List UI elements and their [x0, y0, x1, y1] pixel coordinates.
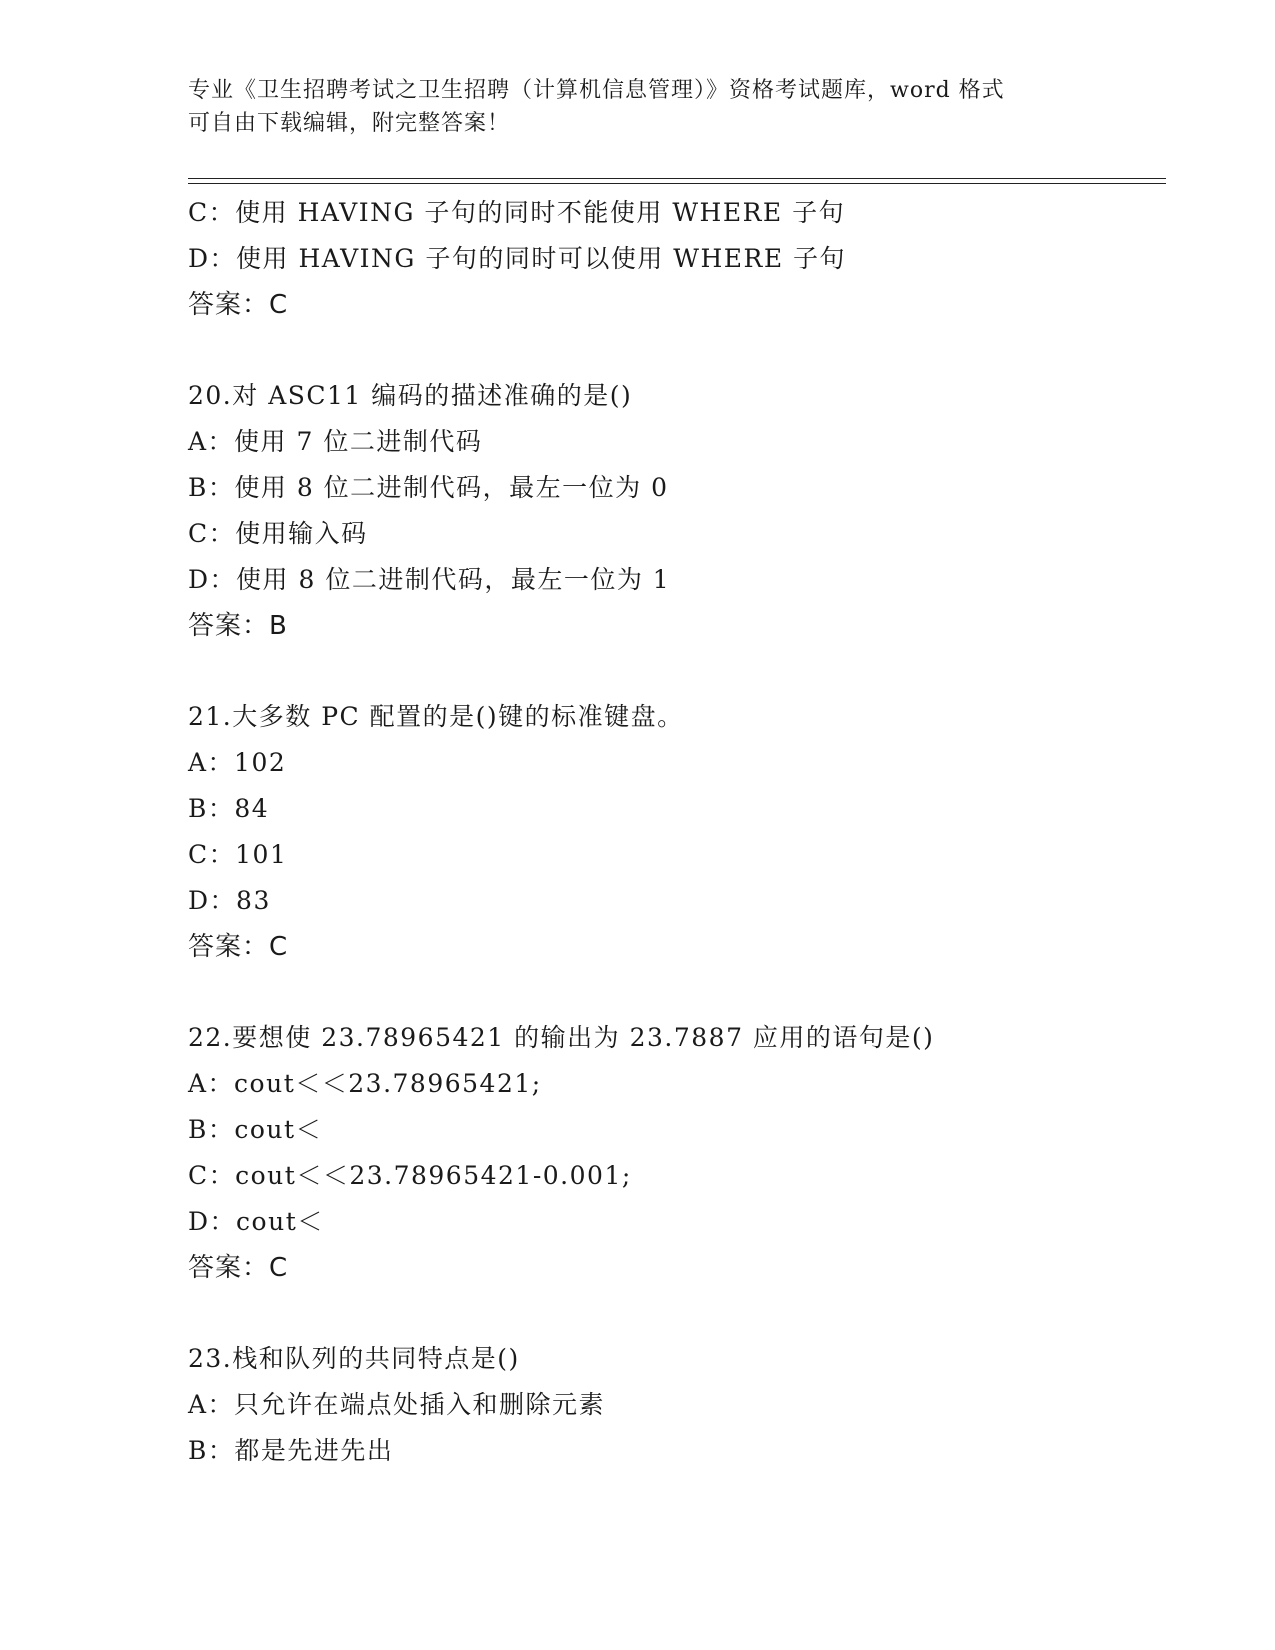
question-21 — [188, 694, 1168, 970]
question-stem: 21.大多数 PC 配置的是()键的标准键盘。 — [188, 702, 684, 731]
answer-line: 答案：C — [188, 290, 289, 320]
question-stem: 23.栈和队列的共同特点是() — [188, 1344, 520, 1373]
option-a: A：使用 7 位二进制代码 — [188, 427, 483, 456]
option-c: C：cout＜＜23.78965421-0.001; — [188, 1161, 632, 1190]
question-23 — [188, 1336, 1168, 1474]
header-title-line-2: 可自由下载编辑，附完整答案！ — [188, 111, 511, 136]
option-c: C：使用输入码 — [188, 519, 368, 548]
question-list — [188, 190, 1168, 1474]
header-divider-top — [188, 178, 1166, 179]
answer-line: 答案：B — [188, 611, 288, 641]
option-d: D：使用 8 位二进制代码，最左一位为 1 — [188, 565, 671, 594]
question-19-continued — [188, 190, 1168, 328]
option-c: C：101 — [188, 840, 288, 869]
option-b: B：cout＜ — [188, 1115, 323, 1144]
option-b: B：使用 8 位二进制代码，最左一位为 0 — [188, 473, 669, 502]
question-stem: 20.对 ASC11 编码的描述准确的是() — [188, 381, 633, 410]
option-a: A：只允许在端点处插入和删除元素 — [188, 1390, 606, 1419]
question-20 — [188, 373, 1168, 649]
option-d: D：cout＜ — [188, 1207, 324, 1236]
header-divider-bottom — [188, 183, 1166, 184]
option-b: B：84 — [188, 794, 270, 823]
question-stem: 22.要想使 23.78965421 的输出为 23.7887 应用的语句是() — [188, 1023, 935, 1052]
answer-line: 答案：C — [188, 932, 289, 962]
option-c: C：使用 HAVING 子句的同时不能使用 WHERE 子句 — [188, 198, 846, 227]
option-b: B：都是先进先出 — [188, 1436, 394, 1465]
option-d: D：83 — [188, 886, 271, 915]
option-a: A：cout＜＜23.78965421; — [188, 1069, 542, 1098]
option-a: A：102 — [188, 748, 287, 777]
answer-line: 答案：C — [188, 1253, 289, 1283]
header-title-line-1: 专业《卫生招聘考试之卫生招聘（计算机信息管理）》资格考试题库，word 格式 — [188, 78, 1005, 103]
option-d: D：使用 HAVING 子句的同时可以使用 WHERE 子句 — [188, 244, 847, 273]
page-header — [188, 74, 1088, 140]
question-22 — [188, 1015, 1168, 1291]
